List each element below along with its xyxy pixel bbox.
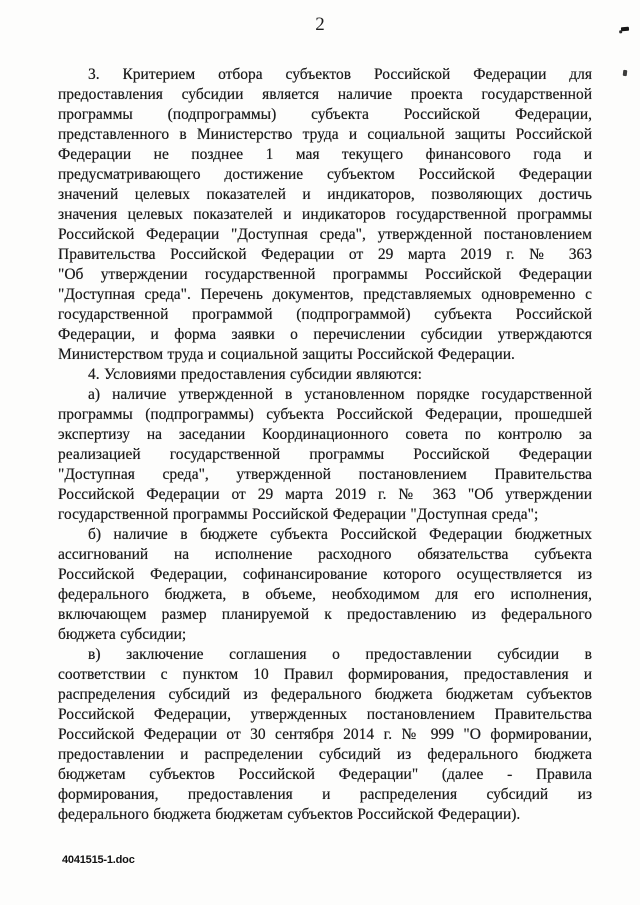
scan-artifact-small bbox=[623, 70, 628, 76]
text-line: государственной программой (подпрограммой) субъекта Российской bbox=[58, 306, 592, 323]
text-line: предусматривающего достижение субъектом Российской Федерации bbox=[58, 166, 592, 183]
document-body bbox=[58, 65, 592, 825]
text-line: государственной программы Российской Федерации "Доступная среда"; bbox=[58, 506, 539, 523]
text-line: бюджета субсидии; bbox=[58, 626, 187, 643]
text-line: бюджетам субъектов Российской Федерации" (далее - Правила bbox=[58, 766, 592, 783]
text-line: представленного в Министерство труда и социальной защиты Российской bbox=[58, 126, 592, 143]
text-line: Российской Федерации от 29 марта 2019 г. № 363 "Об утверждении bbox=[58, 486, 592, 503]
text-line: ассигнований на исполнение расходного обязательства субъекта bbox=[58, 546, 592, 563]
paragraph bbox=[58, 65, 592, 365]
text-line: Министерством труда и социальной защиты Российской Федерации. bbox=[58, 346, 515, 363]
paragraph bbox=[58, 525, 592, 645]
text-line: предоставлении и распределении субсидий из федерального бюджета bbox=[58, 746, 592, 763]
text-line: экспертизу на заседании Координационного совета по контролю за bbox=[58, 426, 592, 443]
paragraph bbox=[58, 365, 592, 385]
text-line: программы (подпрограммы) субъекта Российской Федерации, bbox=[58, 106, 592, 123]
text-line: Российской Федерации, софинансирование которого осуществляется из bbox=[58, 566, 592, 583]
text-line: Федерации не позднее 1 мая текущего финансового года и bbox=[58, 146, 592, 163]
text-line: б) наличие в бюджете субъекта Российской Федерации бюджетных bbox=[88, 526, 592, 543]
text-line: Российской Федерации "Доступная среда", утвержденной постановлением bbox=[58, 226, 592, 243]
text-line: соответствии с пунктом 10 Правил формирования, предоставления и bbox=[58, 666, 592, 683]
text-line: Федерации, и форма заявки о перечислении субсидии утверждаются bbox=[58, 326, 592, 343]
text-line: федерального бюджета бюджетам субъектов Российской Федерации). bbox=[58, 806, 521, 823]
text-line: "Доступная среда". Перечень документов, представляемых одновременно с bbox=[58, 286, 592, 303]
text-line: 4. Условиями предоставления субсидии являются: bbox=[88, 366, 422, 383]
footer-filename: 4041515-1.doc bbox=[62, 854, 135, 866]
text-line: программы (подпрограммы) субъекта Российской Федерации, прошедшей bbox=[58, 406, 592, 423]
text-line: реализацией государственной программы Российской Федерации bbox=[58, 446, 592, 463]
paragraph bbox=[58, 385, 592, 525]
text-line: "Доступная среда", утвержденной постановлением Правительства bbox=[58, 466, 592, 483]
text-line: формирования, предоставления и распределения субсидий из bbox=[58, 786, 592, 803]
text-line: Российской Федерации, утвержденных постановлением Правительства bbox=[58, 706, 592, 723]
text-line: значения целевых показателей и индикаторов государственной программы bbox=[58, 206, 592, 223]
page-number: 2 bbox=[315, 14, 325, 35]
text-line: распределения субсидий из федерального бюджета бюджетам субъектов bbox=[58, 686, 592, 703]
text-line: включающем размер планируемой к предоставлению из федерального bbox=[58, 606, 592, 623]
text-line: 3. Критерием отбора субъектов Российской Федерации для bbox=[88, 66, 592, 83]
text-line: "Об утверждении государственной программы Российской Федерации bbox=[58, 266, 592, 283]
text-line: Российской Федерации от 30 сентября 2014 г. № 999 "О формировании, bbox=[58, 726, 592, 743]
scan-artifact-top bbox=[621, 27, 629, 32]
text-line: Правительства Российской Федерации от 29 марта 2019 г. № 363 bbox=[58, 246, 592, 263]
text-line: федерального бюджета, в объеме, необходимом для его исполнения, bbox=[58, 586, 592, 603]
text-line: значений целевых показателей и индикаторов, позволяющих достичь bbox=[58, 186, 592, 203]
text-line: в) заключение соглашения о предоставлении субсидии в bbox=[88, 646, 592, 663]
text-line: а) наличие утвержденной в установленном порядке государственной bbox=[88, 386, 592, 403]
paragraph bbox=[58, 645, 592, 825]
text-line: предоставления субсидии является наличие проекта государственной bbox=[58, 86, 592, 103]
